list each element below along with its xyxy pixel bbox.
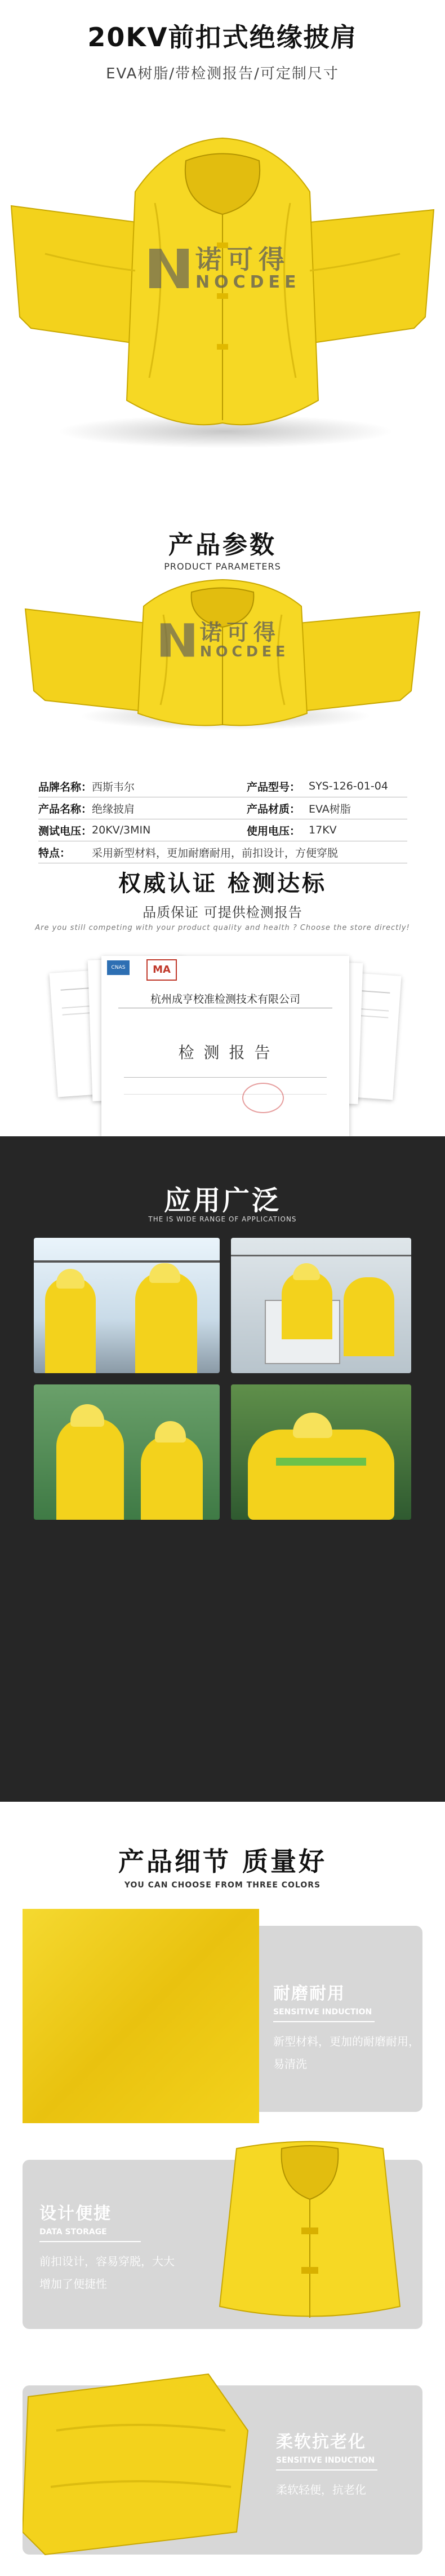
params-table: [38, 775, 407, 863]
detail-image-fabric: [23, 1909, 259, 2123]
application-subtitle: THE IS WIDE RANGE OF APPLICATIONS: [148, 1215, 297, 1223]
params-logo-en: NOCDEE: [199, 643, 290, 660]
brand-logo-icon: [149, 249, 189, 288]
detail-desc-line: 柔软轻便，抗老化: [276, 2483, 366, 2496]
detail-image-front-clasp: [197, 2137, 422, 2329]
report-line: [124, 1094, 327, 1095]
detail-underline: [276, 2469, 377, 2471]
detail-underline: [39, 2241, 141, 2242]
product-title: 20KV前扣式绝缘披肩: [87, 22, 358, 52]
brand-logo-watermark: [149, 245, 301, 292]
application-photo-lineman-2: [231, 1238, 411, 1373]
green-strap: [276, 1458, 366, 1466]
helmet-icon: [155, 1421, 186, 1443]
test-report-document: [101, 956, 349, 1136]
params-logo-watermark: [161, 620, 289, 660]
cert-subtitle: 品质保证 可提供检测报告: [143, 905, 302, 920]
detail-card-wear: [23, 1926, 422, 2112]
details-title: 产品细节 质量好: [118, 1846, 327, 1877]
cert-english: Are you still competing with your product quality and health ? Choose the store directly!: [35, 924, 410, 932]
ma-badge: MA: [146, 959, 177, 981]
power-line: [231, 1255, 411, 1256]
cert-title: 权威认证 检测达标: [118, 871, 327, 897]
report-company: 杭州成亨校准检测技术有限公司: [150, 993, 300, 1005]
worker-figure: [141, 1435, 203, 1520]
detail-heading: 柔软抗老化: [276, 2432, 366, 2452]
params-row: [38, 841, 407, 863]
params-logo-icon: [161, 623, 194, 657]
report-seal: [242, 1083, 284, 1113]
param-key: 测试电压：: [38, 819, 92, 841]
product-subtitle: EVA树脂/带检测报告/可定制尺寸: [106, 65, 339, 82]
detail-desc-line: 新型材料，更加的耐磨耐用，: [273, 2035, 420, 2048]
detail-image-sleeve: [23, 2363, 259, 2566]
detail-text-block: [273, 1979, 420, 2075]
logo-cn-text: 诺可得: [195, 244, 290, 275]
power-line: [34, 1260, 220, 1263]
param-value: 绝缘披肩: [92, 797, 247, 819]
insulating-cover: [248, 1430, 394, 1520]
helmet-icon: [70, 1404, 104, 1427]
helmet-icon: [293, 1263, 320, 1280]
report-line: [124, 1077, 327, 1078]
application-section: [0, 1136, 445, 1802]
detail-underline: [273, 2021, 375, 2022]
application-photo-lineman-4: [231, 1384, 411, 1520]
param-value: 17KV: [309, 819, 407, 841]
param-key: 产品型号：: [247, 775, 309, 797]
worker-figure: [282, 1272, 332, 1339]
application-title: 应用广泛: [163, 1185, 281, 1216]
details-subtitle: YOU CAN CHOOSE FROM THREE COLORS: [124, 1881, 321, 1890]
param-key: 产品材质：: [247, 797, 309, 819]
worker-figure: [135, 1272, 197, 1373]
params-row: [38, 797, 407, 819]
worker-figure: [56, 1418, 124, 1520]
detail-english: SENSITIVE INDUCTION: [276, 2456, 375, 2465]
params-row: [38, 775, 407, 797]
detail-card-design: [23, 2160, 422, 2329]
param-value: 20KV/3MIN: [92, 819, 247, 841]
detail-desc-line: 前扣设计，容易穿脱，大大: [39, 2255, 175, 2268]
detail-english: SENSITIVE INDUCTION: [273, 2008, 372, 2017]
detail-text-block: [276, 2428, 377, 2501]
detail-english: DATA STORAGE: [39, 2227, 107, 2237]
params-row: [38, 819, 407, 841]
helmet-icon: [293, 1413, 332, 1438]
cnas-badge-icon: CNAS: [107, 960, 130, 975]
param-key: 特点：: [38, 841, 92, 863]
application-photo-lineman-3: [34, 1384, 220, 1520]
param-value: SYS-126-01-04: [309, 775, 407, 797]
param-value: EVA树脂: [309, 797, 407, 819]
param-key: 产品名称：: [38, 797, 92, 819]
hero-section: [0, 0, 445, 508]
helmet-icon: [149, 1263, 180, 1283]
detail-desc-line: 易清洗: [273, 2057, 307, 2071]
detail-text-block: [39, 2199, 175, 2295]
params-title: 产品参数: [168, 531, 277, 559]
detail-heading: 耐磨耐用: [273, 1984, 345, 2004]
params-subtitle: PRODUCT PARAMETERS: [164, 561, 281, 572]
report-title: 检 测 报 告: [178, 1043, 273, 1062]
param-value: 西斯韦尔: [92, 775, 247, 797]
param-key: 品牌名称：: [38, 775, 92, 797]
detail-card-soft: [23, 2385, 422, 2555]
params-logo-cn: 诺可得: [199, 619, 281, 646]
application-photo-lineman-1: [34, 1238, 220, 1373]
detail-heading: 设计便捷: [39, 2204, 112, 2224]
helmet-icon: [56, 1269, 84, 1289]
worker-figure: [45, 1277, 96, 1373]
param-value: 采用新型材料，更加耐磨耐用，前扣设计，方便穿脱: [92, 841, 407, 863]
worker-figure: [344, 1277, 394, 1356]
logo-en-text: NOCDEE: [195, 272, 301, 292]
detail-desc-line: 增加了便捷性: [39, 2277, 107, 2291]
param-key: 使用电压：: [247, 819, 309, 841]
